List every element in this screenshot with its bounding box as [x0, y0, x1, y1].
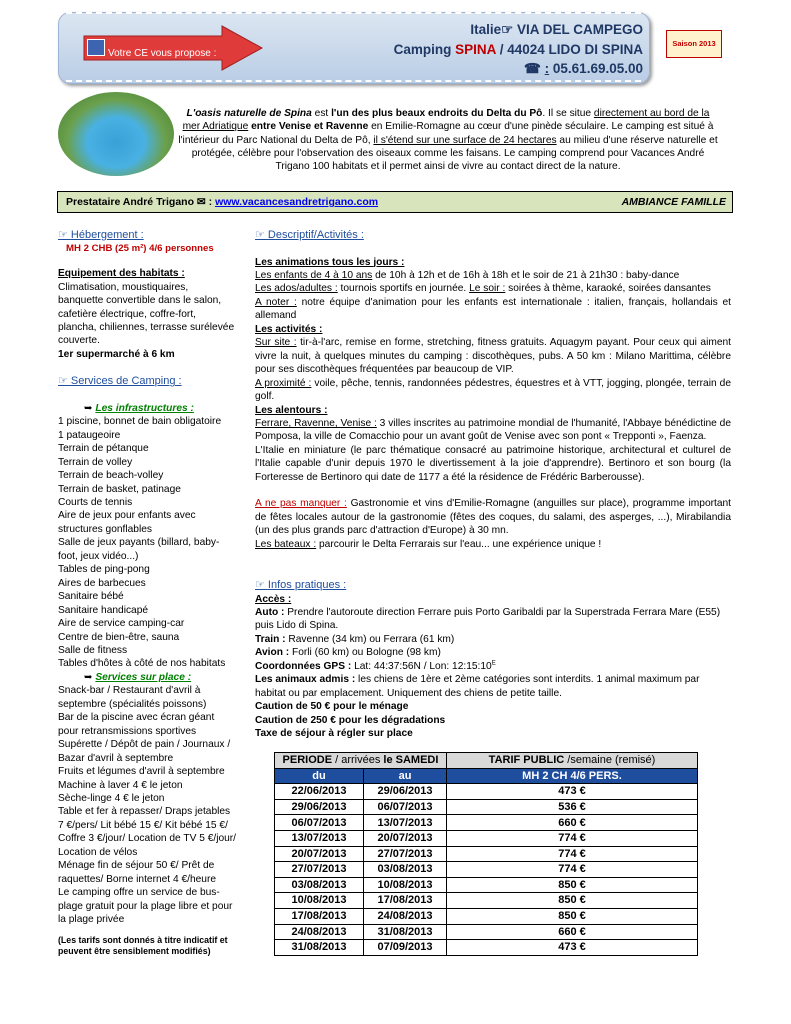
table-row [275, 924, 698, 940]
anim-evening-text: soirées à thème, karaoké, soirées dansantes [505, 283, 711, 295]
price-table-subheader [275, 768, 698, 784]
infra-subheading [58, 402, 236, 415]
car-text: Prendre l'autoroute direction Ferrare puis Porto Garibaldi par la Superstrada Ferrara Mare (E55) puis Lido di Spina. [255, 607, 721, 632]
price-cell: 850 € [447, 877, 698, 893]
intro-text-c: . Il se situe [542, 108, 594, 119]
access-train [255, 633, 731, 646]
list-item: 1 pataugeoire [58, 429, 121, 441]
intro-paragraph [178, 107, 718, 173]
intro-underline-a: directement au bord de la mer Adriatique [182, 108, 710, 133]
list-item: Fruits et légumes d'avril à septembre [58, 766, 225, 778]
price-cell: 850 € [447, 893, 698, 909]
price-cell: 774 € [447, 830, 698, 846]
table-row [275, 846, 698, 862]
animation-kids [255, 269, 731, 282]
date-to: 06/07/2013 [364, 799, 447, 815]
list-item: Sèche-linge 4 € le jeton [58, 793, 165, 804]
anim-note-label: A noter : [255, 296, 297, 308]
pets-label: Les animaux admis : [255, 674, 356, 686]
price-cell: 660 € [447, 815, 698, 831]
cities-label: Ferrare, Ravenne, Venise : [255, 417, 377, 429]
anim-adults-label: Les ados/adultes : [255, 283, 338, 295]
boats-text: parcourir le Delta Ferrarais sur l'eau... une expérience unique ! [316, 538, 602, 550]
envelope-icon: ✉ [196, 196, 206, 208]
animation-note [255, 296, 731, 323]
gps-label: Coordonnées GPS : [255, 660, 352, 672]
pointing-hand-icon: ☞ [501, 22, 514, 37]
list-item: Terrain de basket, patinage [58, 483, 181, 495]
infrastructure-list [58, 415, 236, 671]
services-list [58, 684, 236, 926]
intro-italic: L'oasis naturelle de Spina [186, 108, 312, 119]
animations-heading: Les animations tous les jours : [255, 256, 405, 268]
period-header [275, 753, 447, 769]
services-sub-title: Services sur place : [95, 671, 192, 683]
surroundings-cities [255, 417, 731, 444]
period-rest: / arrivées [332, 754, 384, 767]
list-item: Table et fer à repasser/ Draps jetables 7 €/pers/ Lit bébé 15 €/ Kit bébé 15 €/ Coffre 3 €/jour/ Location de TV 5 €/jour/ Location de vélos [58, 806, 237, 858]
list-item: Aire de jeux pour enfants avec structures gonflables [58, 510, 196, 535]
train-text: Ravenne (34 km) ou Ferrara (61 km) [285, 633, 455, 645]
table-row [275, 815, 698, 831]
pointing-hand-icon: ☞ [58, 375, 71, 388]
activities-heading: Les activités : [255, 323, 323, 335]
date-from: 03/08/2013 [275, 877, 364, 893]
boats-label: Les bateaux : [255, 538, 317, 550]
equipment-heading: Equipement des habitats : [58, 268, 185, 280]
arrow-right-icon: ➥ [84, 402, 96, 414]
intro-underline-b: il s'étend sur une surface de 24 hectares [373, 134, 557, 146]
phone-icon: ☎ [524, 61, 541, 77]
price-cell: 660 € [447, 924, 698, 940]
table-row [275, 862, 698, 878]
table-row [275, 877, 698, 893]
date-from: 29/06/2013 [275, 799, 364, 815]
nearby-text: voile, pêche, tennis, randonnées pédestres, équestres et à VTT, jogging, plongée, terrain de golf. [255, 377, 731, 403]
price-cell: 473 € [447, 784, 698, 800]
description-heading [255, 228, 731, 243]
price-cell: 774 € [447, 846, 698, 862]
practical-info-heading [255, 578, 731, 593]
anim-adults-text: tournois sportifs en journée. [337, 283, 470, 295]
list-item: Machine à laver 4 € le jeton [58, 779, 183, 791]
list-item: Terrain de volley [58, 456, 133, 468]
must-see-label: A ne pas manquer : [255, 498, 347, 510]
price-cell: 536 € [447, 799, 698, 815]
date-from: 10/08/2013 [275, 893, 364, 909]
period-word: PERIODE [282, 754, 333, 767]
date-to: 13/07/2013 [364, 815, 447, 831]
pool-photo [58, 92, 174, 176]
activities-nearby [255, 377, 731, 404]
services-subheading [58, 671, 236, 684]
list-item: Terrain de beach-volley [58, 470, 164, 482]
list-item: Sanitaire bébé [58, 591, 124, 603]
provider-website-link[interactable]: www.vacancesandretrigano.com [215, 196, 379, 208]
gps-coordinates [255, 660, 731, 673]
arrow-right-icon: ➥ [84, 671, 96, 683]
table-row [275, 799, 698, 815]
header-line-2 [394, 40, 643, 60]
anim-kids-label: Les enfants de 4 à 10 ans [255, 269, 373, 281]
ambiance-label: AMBIANCE FAMILLE [621, 196, 726, 208]
date-from: 24/08/2013 [275, 924, 364, 940]
date-to: 20/07/2013 [364, 830, 447, 846]
services-title: Services de Camping : [70, 375, 182, 388]
date-to: 07/09/2013 [364, 940, 447, 956]
country-label: Italie [470, 22, 502, 37]
date-from: 06/07/2013 [275, 815, 364, 831]
list-item: Salle de jeux payants (billard, baby-foot, jeux vidéo...) [58, 537, 220, 562]
banner-dashed-border-top [66, 12, 641, 14]
activities-onsite [255, 336, 731, 376]
period-day: le SAMEDI [383, 754, 439, 767]
col-type: MH 2 CH 4/6 PERS. [447, 768, 698, 784]
services-heading [58, 374, 236, 389]
accommodation-type: MH 2 CHB (25 m²) 4/6 personnes [66, 242, 214, 254]
nearby-label: A proximité : [255, 377, 312, 389]
onsite-label: Sur site : [255, 337, 297, 349]
price-table-body [275, 784, 698, 956]
must-see [255, 497, 731, 537]
arrow-caption: Votre CE vous propose : [108, 48, 217, 59]
boats [255, 538, 731, 551]
list-item: Le camping offre un service de bus-plage gratuit pour la plage libre et pour la plage privée [58, 887, 233, 926]
camping-address: / 44024 LIDO DI SPINA [495, 41, 643, 57]
date-to: 10/08/2013 [364, 877, 447, 893]
hebergement-heading [58, 228, 236, 243]
header-line-3: ☎ : 05.61.69.05.00 [524, 61, 643, 77]
table-row [275, 830, 698, 846]
date-from: 22/06/2013 [275, 784, 364, 800]
access-heading: Accès : [255, 593, 292, 605]
plane-label: Avion : [255, 647, 290, 659]
tourist-tax: Taxe de séjour à régler sur place [255, 728, 413, 740]
price-cell: 774 € [447, 862, 698, 878]
heb-title: Hébergement : [70, 229, 144, 241]
provider-sep: : [205, 196, 216, 208]
damage-deposit: Caution de 250 € pour les dégradations [255, 714, 446, 726]
provider-bar [57, 191, 733, 213]
list-item: Tables de ping-pong [58, 564, 150, 576]
season-badge: Saison 2013 [666, 30, 722, 58]
tariff-header [447, 753, 698, 769]
gps-text: Lat: 44:37:56N / Lon: 12:15:10 [351, 660, 492, 672]
date-from: 27/07/2013 [275, 862, 364, 878]
date-to: 17/08/2013 [364, 893, 447, 909]
camping-prefix: Camping [393, 41, 456, 57]
price-cell: 850 € [447, 908, 698, 924]
table-row [275, 893, 698, 909]
infra-title: Les infrastructures : [95, 402, 194, 414]
onsite-text: tir-à-l'arc, remise en forme, stretching, fitness gratuits. Aquagym payant. Pour ceux qui aiment vivre la nuit, à quelques minutes du camping : discothèques, pubs. A 50 km : Milano Marittima, célèbre pour ses discothèques fréquentées par beaucoup de VIP. [255, 337, 731, 376]
pointing-hand-icon: ☞ [255, 579, 268, 592]
header-title-block [394, 20, 643, 79]
camping-name: SPINA [455, 41, 496, 57]
list-item: Sanitaire handicapé [58, 604, 149, 616]
date-from: 31/08/2013 [275, 940, 364, 956]
header-line-1 [394, 20, 643, 40]
provider-name: Prestataire André Trigano [66, 196, 197, 208]
price-cell: 473 € [447, 940, 698, 956]
left-column [58, 228, 237, 957]
intro-text-a: est [311, 108, 332, 119]
provider-label [66, 192, 378, 212]
supermarket-note: 1er supermarché à 6 km [58, 348, 175, 360]
list-item: Salle de fitness [58, 645, 128, 657]
table-row [275, 784, 698, 800]
date-from: 17/08/2013 [275, 908, 364, 924]
access-car [255, 606, 731, 633]
price-table-header [275, 753, 698, 769]
ce-logo-icon [87, 39, 105, 56]
list-item: Ménage fin de séjour 50 €/ Prêt de raquettes/ Borne internet 4 €/heure [58, 860, 217, 885]
date-from: 20/07/2013 [275, 846, 364, 862]
list-item: Aire de service camping-car [58, 618, 185, 630]
banner-dashed-border-bottom [66, 80, 641, 82]
list-item: Supérette / Dépôt de pain / Journaux / Bazar d'avril à septembre [58, 739, 231, 764]
intro-text-e: en Emilie-Romagne au cœur d'une pinède séculaire. Le camping est situé à l'intérieur du Parc National du Delta de Pô, [178, 121, 714, 146]
cities-text: 3 villes inscrites au patrimoine mondial de l'humanité, l'Abbaye bénédictine de Pomposa, la ville de Comacchio pour un avant goût de Venise avec son pont « Trepponti », Faenza. [255, 417, 731, 443]
list-item: 1 piscine, bonnet de bain obligatoire [58, 416, 222, 428]
date-to: 03/08/2013 [364, 862, 447, 878]
list-item: Terrain de pétanque [58, 443, 149, 455]
date-to: 27/07/2013 [364, 846, 447, 862]
anim-note-text: notre équipe d'animation pour les enfants est internationale : italien, français, hollandais et allemand [255, 296, 732, 322]
date-to: 31/08/2013 [364, 924, 447, 940]
surroundings-heading: Les alentours : [255, 404, 328, 416]
date-to: 24/08/2013 [364, 908, 447, 924]
train-label: Train : [255, 633, 286, 645]
intro-bold-a: l'un des plus beaux endroits du Delta du Pô [331, 108, 543, 119]
disclaimer: (Les tarifs sont donnés à titre indicatif et peuvent être sensiblement modifiés) [58, 934, 228, 957]
surroundings-italy-miniature: L'Italie en miniature (le parc thématique consacré au patrimoine historique, architectural et culturel de l'Italie capable d'unir depuis 1970 le divertissement à la joie d'apprendre). Bertinoro et son bourg (la Forteresse de Bertinoro qui date de 1177 a été la résidence de Frédéric Barberousse). [255, 444, 731, 483]
phone-number: 05.61.69.05.00 [552, 61, 643, 77]
car-label: Auto : [255, 607, 285, 618]
plane-text: Forli (60 km) ou Bologne (98 km) [289, 647, 441, 659]
desc-title: Descriptif/Activités : [267, 229, 364, 241]
must-see-text: Gastronomie et vins d'Emilie-Romagne (anguilles sur place), programme important de fêtes locales autour de la gastronomie (fêtes des coques, du salami, des asperges, ...), Mirabilandia (un des plus grands parc d'attraction d'Europe) à 30 mn. [255, 498, 731, 537]
pointing-hand-icon: ☞ [255, 229, 268, 241]
anim-kids-text: de 10h à 12h et de 16h à 18h et le soir de 21 à 21h30 : baby-dance [372, 269, 680, 281]
tariff-rest: /semaine (remisé) [564, 754, 656, 767]
list-item: Courts de tennis [58, 497, 133, 509]
table-row [275, 940, 698, 956]
col-to: au [364, 768, 447, 784]
list-item: Aires de barbecues [58, 577, 146, 589]
tariff-word: TARIF PUBLIC [488, 754, 565, 767]
pets-text: les chiens de 1ère et 2ème catégories sont interdits. 1 animal maximum par habitat ou par emplacement. Uniquement des chiens de petite taille. [255, 674, 700, 699]
animation-adults [255, 282, 731, 295]
col-from: du [275, 768, 364, 784]
date-to: 29/06/2013 [364, 784, 447, 800]
pointing-hand-icon: ☞ [58, 229, 71, 241]
table-row [275, 908, 698, 924]
date-from: 13/07/2013 [275, 830, 364, 846]
address-street: VIA DEL CAMPEGO [513, 22, 643, 37]
right-column [255, 228, 731, 741]
pets-policy [255, 673, 731, 700]
gps-sup: E [491, 660, 496, 667]
intro-bold-b: entre Venise et Ravenne [251, 121, 369, 133]
list-item: Tables d'hôtes à côté de nos habitats [58, 658, 226, 670]
list-item: Snack-bar / Restaurant d'avril à septembre (spécialités poissons) [58, 685, 207, 710]
anim-evening-label: Le soir : [469, 283, 506, 295]
info-title: Infos pratiques : [267, 579, 347, 592]
cleaning-deposit: Caution de 50 € pour le ménage [255, 701, 409, 713]
list-item: Centre de bien-être, sauna [58, 631, 180, 643]
equipment-text: Climatisation, moustiquaires, banquette convertible dans le salon, cafetière électrique, coffre-fort, plancha, chiliennes, terrasse surélevée couverte. [58, 281, 235, 347]
access-plane [255, 646, 731, 659]
intro-text-f: au milieu d'une réserve naturelle et protégée, célèbre pour l'observation des oiseaux comme les faisans. Le camping comprend pour Vacances André Trigano 100 habitats et il permet ainsi de vivre au contact direct de la nature. [191, 134, 718, 172]
list-item: Bar de la piscine avec écran géant pour retransmissions sportives [58, 712, 215, 737]
price-table [274, 752, 698, 956]
